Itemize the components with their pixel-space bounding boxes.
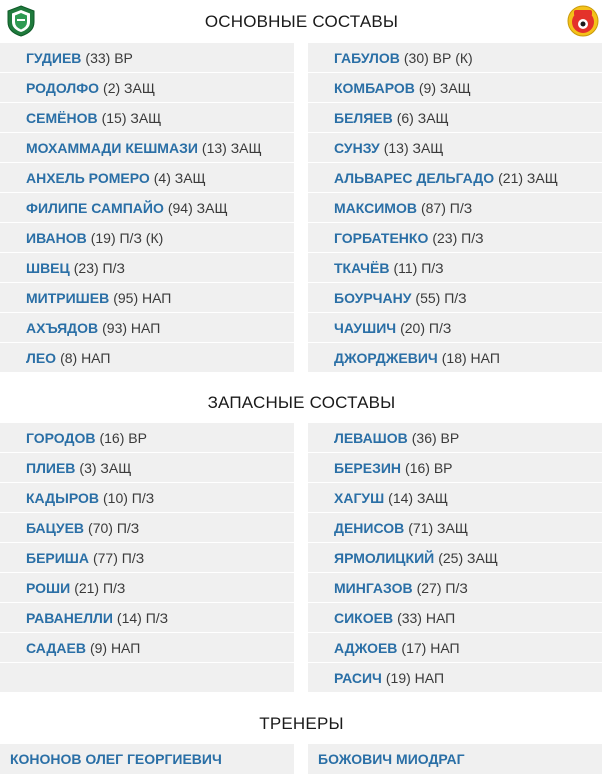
player-row (0, 313, 294, 343)
player-number-position: (11) П/З (393, 259, 444, 276)
player-number-position: (14) ЗАЩ (388, 489, 448, 506)
player-row (0, 343, 294, 373)
section-title-subs: ЗАПАСНЫЕ СОСТАВЫ (207, 393, 396, 412)
section-header-subs (0, 381, 603, 425)
player-row (308, 483, 602, 513)
player-name-link[interactable]: ШВЕЦ (26, 259, 70, 276)
player-row (308, 543, 602, 573)
player-number-position: (77) П/З (92, 549, 145, 566)
player-name-link[interactable]: МОХАММАДИ КЕШМАЗИ (26, 139, 198, 156)
player-row (0, 483, 294, 513)
player-name-link[interactable]: АДЖОЕВ (334, 639, 398, 656)
away-team-logo-icon[interactable] (566, 4, 600, 38)
player-number-position: (21) П/З (74, 579, 126, 596)
player-name-link[interactable]: СЕМЁНОВ (26, 109, 98, 126)
starting-home-list (0, 43, 294, 373)
coach-away-name[interactable]: БОЖОВИЧ МИОДРАГ (318, 751, 465, 767)
player-name-link[interactable]: ГУДИЕВ (26, 49, 82, 66)
player-name-link[interactable]: ФИЛИПЕ САМПАЙО (26, 199, 164, 216)
player-name-link[interactable]: ЛЕВАШОВ (334, 429, 408, 446)
player-number-position: (13) ЗАЩ (383, 139, 444, 156)
player-number-position: (9) НАП (89, 639, 141, 656)
player-row (308, 513, 602, 543)
player-name-link[interactable]: СУНЗУ (334, 139, 380, 156)
player-number-position: (30) ВР (К) (403, 49, 473, 66)
player-row (0, 193, 294, 223)
player-name-link[interactable]: РОШИ (26, 579, 71, 596)
player-number-position: (23) П/З (432, 229, 484, 246)
player-row (308, 633, 602, 663)
player-row (308, 603, 602, 633)
player-name-link[interactable]: РАВАНЕЛЛИ (26, 609, 113, 626)
player-name-link[interactable]: ДЖОРДЖЕВИЧ (334, 349, 438, 366)
player-row (308, 223, 602, 253)
player-number-position: (6) ЗАЩ (396, 109, 449, 126)
player-row (308, 573, 602, 603)
player-row (0, 573, 294, 603)
player-number-position: (3) ЗАЩ (79, 459, 132, 476)
player-row (0, 543, 294, 573)
player-number-position: (71) ЗАЩ (408, 519, 468, 536)
player-number-position: (8) НАП (60, 349, 111, 366)
player-row (0, 103, 294, 133)
player-row (0, 423, 294, 453)
player-number-position: (36) ВР (411, 429, 460, 446)
player-name-link[interactable]: ГАБУЛОВ (334, 49, 400, 66)
player-name-link[interactable]: ПЛИЕВ (26, 459, 76, 476)
player-number-position: (2) ЗАЩ (103, 79, 155, 96)
player-name-link[interactable]: ДЕНИСОВ (334, 519, 405, 536)
player-row (308, 133, 602, 163)
player-name-link[interactable]: БАЦУЕВ (26, 519, 85, 536)
player-row (308, 193, 602, 223)
player-name-link[interactable]: ЯРМОЛИЦКИЙ (334, 549, 435, 566)
player-name-link[interactable]: БЕРИША (26, 549, 89, 566)
player-number-position: (21) ЗАЩ (498, 169, 558, 186)
coach-row (0, 744, 294, 774)
player-name-link[interactable]: ЛЕО (26, 349, 57, 366)
player-row (308, 313, 602, 343)
player-name-link[interactable]: МАКСИМОВ (334, 199, 417, 216)
player-row (0, 663, 294, 693)
home-team-logo-icon[interactable] (4, 4, 38, 38)
player-row (0, 253, 294, 283)
player-number-position: (27) П/З (416, 579, 468, 596)
player-number-position: (23) П/З (73, 259, 125, 276)
player-number-position: (16) ВР (405, 459, 453, 476)
player-row (308, 103, 602, 133)
player-number-position: (19) П/З (К) (90, 229, 164, 246)
player-name-link[interactable]: БЕРЕЗИН (334, 459, 402, 476)
player-name-link[interactable]: РОДОЛФО (26, 79, 100, 96)
player-number-position: (87) П/З (420, 199, 473, 216)
starting-away-list (308, 43, 602, 373)
coach-home-name[interactable]: КОНОНОВ ОЛЕГ ГЕОРГИЕВИЧ (10, 751, 222, 767)
player-name-link[interactable]: МИНГАЗОВ (334, 579, 413, 596)
player-row (308, 423, 602, 453)
player-row (0, 283, 294, 313)
section-header-starting (0, 0, 603, 44)
player-name-link[interactable]: ИВАНОВ (26, 229, 87, 246)
player-number-position: (55) П/З (415, 289, 467, 306)
player-number-position: (17) НАП (401, 639, 460, 656)
player-number-position: (20) П/З (400, 319, 452, 336)
coach-home (0, 744, 294, 774)
player-row (308, 73, 602, 103)
player-row (0, 453, 294, 483)
subs-home-list (0, 423, 294, 693)
coach-row (308, 744, 602, 774)
player-number-position: (93) НАП (102, 319, 161, 336)
player-name-link[interactable]: ЧАУШИЧ (334, 319, 397, 336)
player-name-link[interactable]: САДАЕВ (26, 639, 86, 656)
player-name-link[interactable]: РАСИЧ (334, 669, 382, 686)
player-name-link[interactable]: КОМБАРОВ (334, 79, 415, 96)
player-number-position: (95) НАП (113, 289, 172, 306)
player-name-link[interactable]: СИКОЕВ (334, 609, 394, 626)
player-number-position: (19) НАП (385, 669, 445, 686)
player-name-link[interactable]: БЕЛЯЕВ (334, 109, 393, 126)
player-row (308, 663, 602, 693)
player-row (0, 73, 294, 103)
player-row (0, 133, 294, 163)
player-row (0, 43, 294, 73)
player-row (308, 283, 602, 313)
player-name-link[interactable]: ХАГУШ (334, 489, 385, 506)
player-name-link[interactable]: КАДЫРОВ (26, 489, 100, 506)
player-name-link[interactable]: ТКАЧЁВ (334, 259, 390, 276)
section-title-coaches: ТРЕНЕРЫ (259, 714, 344, 733)
player-number-position: (13) ЗАЩ (201, 139, 262, 156)
subs-away-list (308, 423, 602, 693)
player-number-position: (15) ЗАЩ (101, 109, 162, 126)
player-number-position: (18) НАП (441, 349, 500, 366)
player-number-position: (14) П/З (116, 609, 169, 626)
player-name-link[interactable]: МИТРИШЕВ (26, 289, 110, 306)
player-number-position: (9) ЗАЩ (418, 79, 471, 96)
player-number-position: (70) П/З (88, 519, 140, 536)
coach-away (308, 744, 602, 774)
player-row (0, 603, 294, 633)
player-row (0, 513, 294, 543)
player-name-link[interactable]: АНХЕЛЬ РОМЕРО (26, 169, 150, 186)
player-row (0, 633, 294, 663)
player-name-link[interactable]: БОУРЧАНУ (334, 289, 412, 306)
section-title-starting: ОСНОВНЫЕ СОСТАВЫ (204, 12, 399, 31)
player-name-link[interactable]: АЛЬВАРЕС ДЕЛЬГАДО (334, 169, 495, 186)
player-name-link[interactable]: ГОРОДОВ (26, 429, 96, 446)
player-row (0, 163, 294, 193)
player-number-position: (10) П/З (103, 489, 155, 506)
player-number-position: (4) ЗАЩ (153, 169, 206, 186)
player-row (308, 253, 602, 283)
player-row (308, 343, 602, 373)
player-number-position: (33) ВР (85, 49, 133, 66)
section-header-coaches (0, 702, 603, 746)
player-row (308, 453, 602, 483)
player-row (308, 43, 602, 73)
player-row (308, 163, 602, 193)
player-name-link[interactable]: АХЪЯДОВ (26, 319, 99, 336)
player-number-position: (94) ЗАЩ (167, 199, 228, 216)
player-row (0, 223, 294, 253)
player-name-link[interactable]: ГОРБАТЕНКО (334, 229, 429, 246)
player-number-position: (16) ВР (99, 429, 147, 446)
player-number-position: (33) НАП (397, 609, 456, 626)
player-number-position: (25) ЗАЩ (438, 549, 498, 566)
